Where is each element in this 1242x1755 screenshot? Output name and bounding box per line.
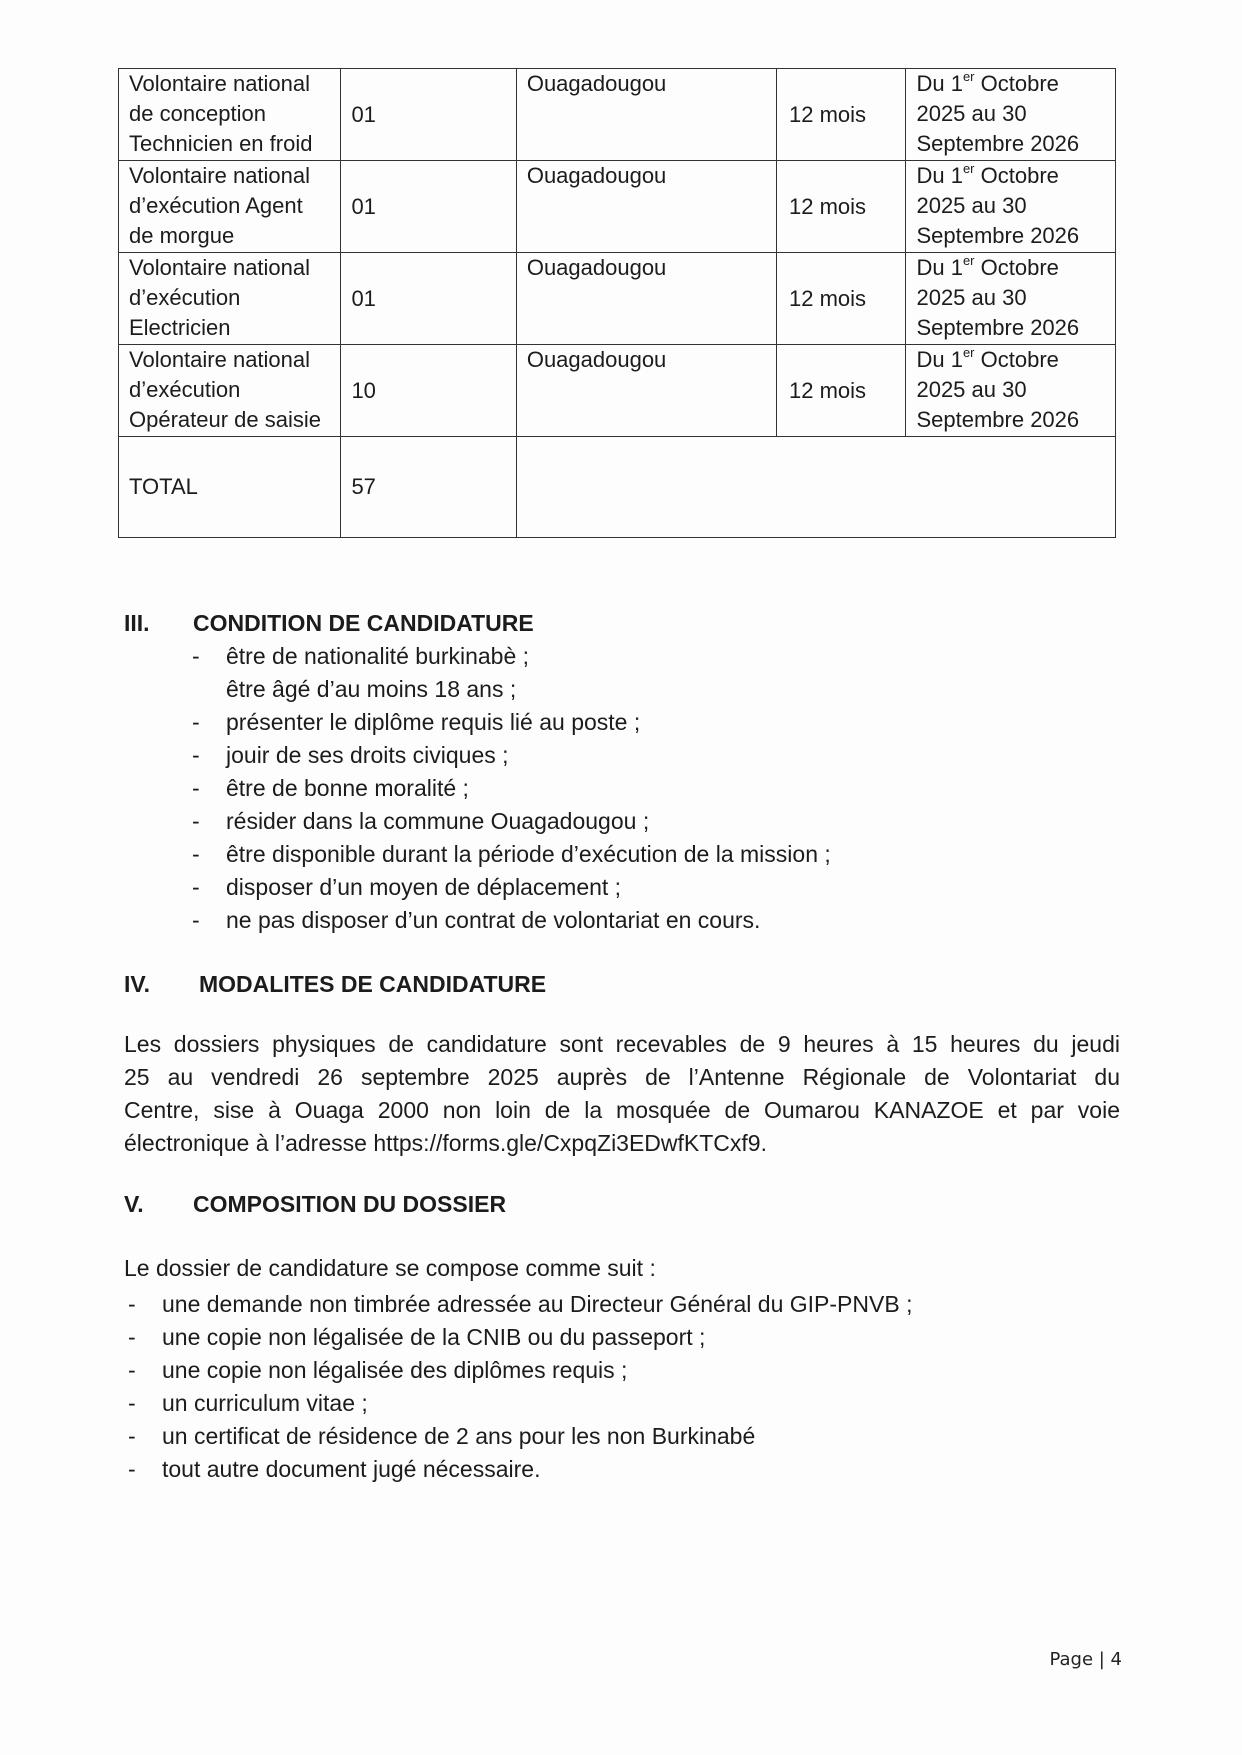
position-title-line: Volontaire national	[129, 255, 311, 280]
dossier-item	[128, 1387, 912, 1420]
page-number: Page | 4	[1049, 1649, 1122, 1670]
period-line	[916, 69, 1105, 99]
table-row	[119, 253, 1116, 345]
position-title-line: Volontaire national	[129, 347, 311, 372]
position-period-cell	[906, 345, 1116, 437]
paragraph-line: électronique à l’adresse https://forms.gle/CxpqZi3EDwfKTCxf9.	[124, 1130, 767, 1156]
position-count-cell: 01	[341, 253, 516, 345]
list-item-text: disposer d’un moyen de déplacement ;	[226, 874, 622, 900]
period-line: Septembre 2026	[916, 131, 1080, 156]
position-title-cell	[119, 253, 341, 345]
position-title-line: Opérateur de saisie	[129, 407, 321, 432]
period-start-text: Du 1	[916, 71, 963, 96]
bullet-dash: -	[128, 1291, 136, 1317]
paragraph-line: 25 au vendredi 26 septembre 2025 auprès de l’Antenne Régionale de Volontariat du	[124, 1064, 1120, 1090]
section-3-heading	[124, 610, 534, 637]
positions-table	[118, 68, 1116, 538]
period-start-text: Du 1	[916, 347, 963, 372]
list-item-text: tout autre document jugé nécessaire.	[162, 1456, 541, 1482]
list-item-text: être disponible durant la période d’exécution de la mission ;	[226, 841, 831, 867]
condition-item	[192, 739, 831, 772]
bullet-dash: -	[192, 643, 200, 669]
period-start-text: Du 1	[916, 163, 963, 188]
paragraph-line: Les dossiers physiques de candidature sont recevables de 9 heures à 15 heures du jeudi	[124, 1031, 1120, 1057]
period-start-text: Du 1	[916, 255, 963, 280]
ordinal-superscript: er	[962, 344, 975, 360]
total-value: 57	[341, 437, 516, 538]
position-title-cell	[119, 345, 341, 437]
position-title-line: de conception	[129, 101, 266, 126]
period-month-text: Octobre	[974, 347, 1059, 372]
dossier-item	[128, 1354, 912, 1387]
table-row	[119, 161, 1116, 253]
position-title-line: Technicien en froid	[129, 131, 313, 156]
condition-item	[192, 772, 831, 805]
section-4-title: MODALITES DE CANDIDATURE	[199, 971, 547, 997]
position-title-line: d’exécution	[129, 377, 241, 402]
section-4-number: IV.	[124, 971, 151, 997]
position-count-cell: 01	[341, 69, 516, 161]
condition-item	[192, 706, 831, 739]
position-title-cell	[119, 69, 341, 161]
section-4-heading	[124, 971, 546, 998]
period-month-text: Octobre	[974, 163, 1059, 188]
bullet-dash: -	[128, 1423, 136, 1449]
bullet-dash: -	[128, 1324, 136, 1350]
total-row	[119, 437, 1116, 538]
position-title-line: de morgue	[129, 223, 235, 248]
list-item-text: une copie non légalisée de la CNIB ou du passeport ;	[162, 1324, 706, 1350]
ordinal-superscript: er	[962, 160, 975, 176]
condition-item	[226, 673, 831, 706]
composition-intro: Le dossier de candidature se compose comme suit :	[124, 1255, 656, 1281]
list-item-text: un certificat de résidence de 2 ans pour les non Burkinabé	[162, 1423, 756, 1449]
bullet-dash: -	[192, 841, 200, 867]
dossier-list	[128, 1288, 913, 1486]
list-item-text: être âgé d’au moins 18 ans ;	[226, 676, 517, 702]
period-month-text: Octobre	[974, 71, 1059, 96]
position-period-cell	[906, 69, 1116, 161]
modalities-paragraph	[124, 1028, 1120, 1160]
position-period-cell	[906, 161, 1116, 253]
section-5-title: COMPOSITION DU DOSSIER	[193, 1191, 507, 1217]
section-3-title: CONDITION DE CANDIDATURE	[193, 610, 534, 636]
bullet-dash: -	[192, 874, 200, 900]
position-duration-cell: 12 mois	[776, 69, 905, 161]
position-duration-cell: 12 mois	[776, 161, 905, 253]
bullet-dash: -	[128, 1456, 136, 1482]
position-location-cell: Ouagadougou	[516, 161, 776, 253]
period-line: 2025 au 30	[916, 377, 1027, 402]
position-title-line: Volontaire national	[129, 163, 311, 188]
bullet-dash: -	[192, 742, 200, 768]
position-title-cell	[119, 161, 341, 253]
period-line: Septembre 2026	[916, 223, 1080, 248]
condition-item	[192, 904, 831, 937]
period-line	[916, 345, 1105, 375]
condition-item	[192, 838, 831, 871]
bullet-dash: -	[128, 1390, 136, 1416]
condition-item	[192, 640, 831, 673]
position-location-cell: Ouagadougou	[516, 253, 776, 345]
position-duration-cell: 12 mois	[776, 253, 905, 345]
bullet-dash: -	[192, 907, 200, 933]
period-line: 2025 au 30	[916, 193, 1027, 218]
position-location-cell: Ouagadougou	[516, 69, 776, 161]
list-item-text: résider dans la commune Ouagadougou ;	[226, 808, 650, 834]
period-line: Septembre 2026	[916, 315, 1080, 340]
dossier-item	[128, 1453, 912, 1486]
position-period-cell	[906, 253, 1116, 345]
position-title-line: Volontaire national	[129, 71, 311, 96]
section-3-number: III.	[124, 610, 150, 636]
total-label: TOTAL	[119, 437, 341, 538]
period-line	[916, 161, 1105, 191]
bullet-dash: -	[128, 1357, 136, 1383]
list-item-text: ne pas disposer d’un contrat de volontariat en cours.	[226, 907, 761, 933]
period-line: 2025 au 30	[916, 285, 1027, 310]
period-line: 2025 au 30	[916, 101, 1027, 126]
condition-item	[192, 805, 831, 838]
bullet-dash: -	[192, 808, 200, 834]
list-item-text: une copie non légalisée des diplômes requis ;	[162, 1357, 628, 1383]
position-duration-cell: 12 mois	[776, 345, 905, 437]
list-item-text: être de nationalité burkinabè ;	[226, 643, 530, 669]
table-row	[119, 69, 1116, 161]
position-count-cell: 10	[341, 345, 516, 437]
position-location-cell: Ouagadougou	[516, 345, 776, 437]
period-month-text: Octobre	[974, 255, 1059, 280]
section-5-number: V.	[124, 1191, 144, 1217]
bullet-dash: -	[192, 709, 200, 735]
ordinal-superscript: er	[962, 68, 975, 84]
position-count-cell: 01	[341, 161, 516, 253]
conditions-list	[192, 640, 831, 937]
list-item-text: jouir de ses droits civiques ;	[226, 742, 509, 768]
ordinal-superscript: er	[962, 252, 975, 268]
total-empty-cell	[516, 437, 1115, 538]
dossier-item	[128, 1288, 913, 1321]
dossier-item	[128, 1321, 912, 1354]
paragraph-line: Centre, sise à Ouaga 2000 non loin de la mosquée de Oumarou KANAZOE et par voie	[124, 1097, 1120, 1123]
list-item-text: un curriculum vitae ;	[162, 1390, 368, 1416]
bullet-dash: -	[192, 775, 200, 801]
period-line	[916, 253, 1105, 283]
list-item-text: une demande non timbrée adressée au Directeur Général du GIP-PNVB ;	[162, 1291, 913, 1317]
position-title-line: d’exécution	[129, 285, 241, 310]
position-title-line: d’exécution Agent	[129, 193, 303, 218]
period-line: Septembre 2026	[916, 407, 1080, 432]
section-5-heading	[124, 1191, 506, 1218]
condition-item	[192, 871, 831, 904]
position-title-line: Electricien	[129, 315, 231, 340]
table-row	[119, 345, 1116, 437]
dossier-item	[128, 1420, 912, 1453]
list-item-text: être de bonne moralité ;	[226, 775, 469, 801]
list-item-text: présenter le diplôme requis lié au poste ;	[226, 709, 641, 735]
